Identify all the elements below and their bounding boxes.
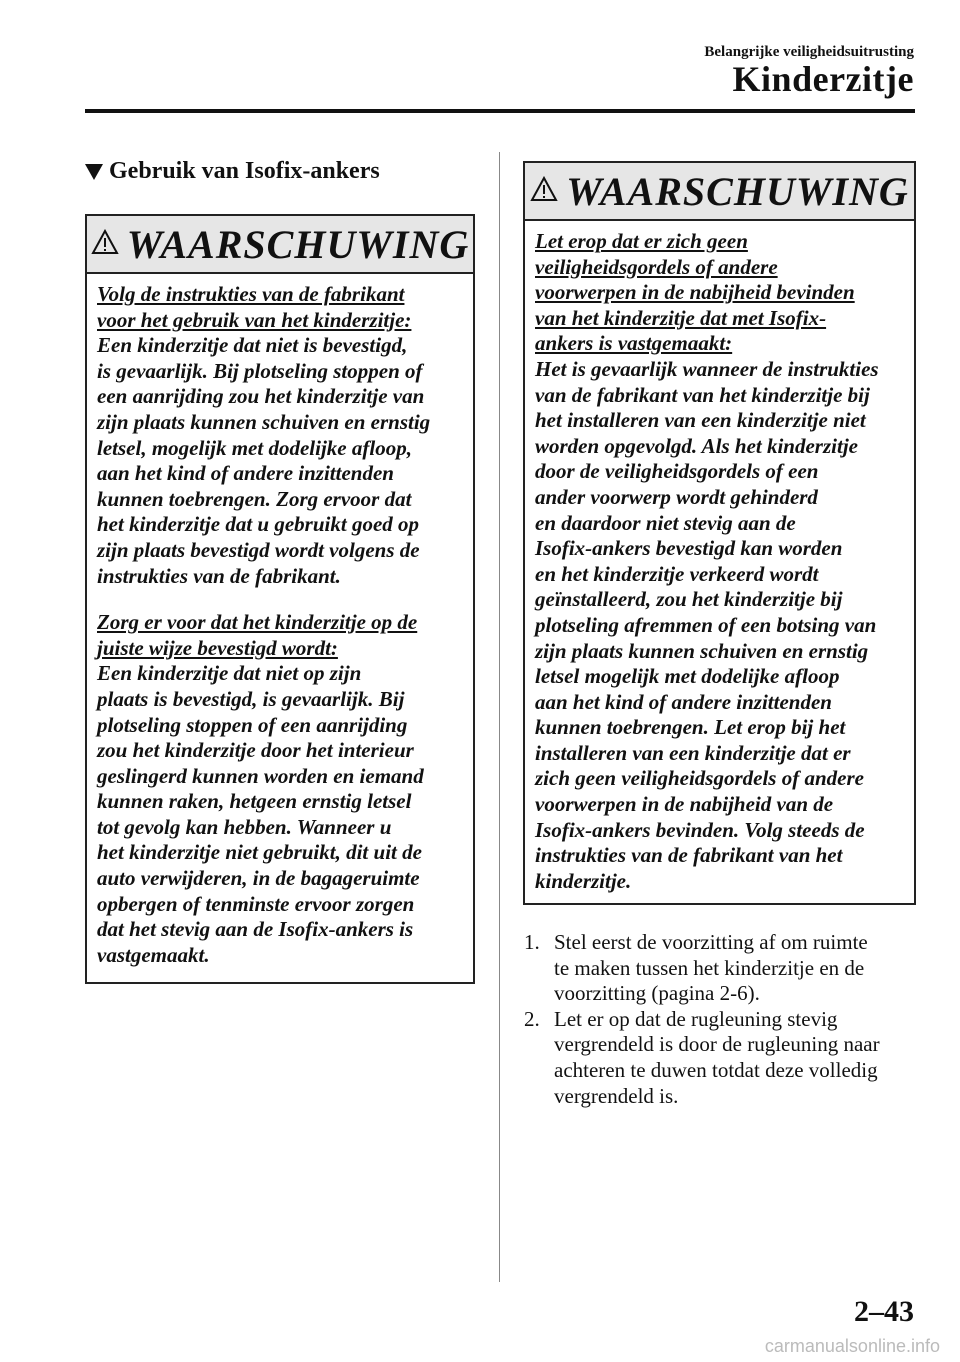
warning-text-line: zijn plaats kunnen schuiven en ernstig bbox=[97, 409, 431, 434]
warning-text-line: geslingerd kunnen worden en iemand bbox=[97, 763, 424, 788]
warning-header bbox=[87, 216, 473, 274]
warning-text-line: zijn plaats kunnen schuiven en ernstig bbox=[535, 638, 869, 663]
step-number: 2. bbox=[524, 1006, 540, 1031]
warning-text-line: voorwerpen in de nabijheid van de bbox=[535, 792, 834, 817]
warning-text-line: plaats is bevestigd, is gevaarlijk. Bij bbox=[97, 686, 405, 711]
warning-text-line: Een kinderzitje dat niet is bevestigd, bbox=[97, 333, 408, 358]
warning-text-line: kunnen toebrengen. Zorg ervoor dat bbox=[97, 486, 412, 511]
warning-text-line: aan het kind of andere inzittenden bbox=[97, 461, 394, 486]
triangle-down-icon bbox=[85, 164, 103, 180]
warning-text-line: zich geen veiligheidsgordels of andere bbox=[535, 766, 864, 791]
warning-text-line: van de fabrikant van het kinderzitje bij bbox=[535, 382, 870, 407]
step-text-line: Let er op dat de rugleuning stevig bbox=[554, 1006, 838, 1031]
warning-text-line: worden opgevolgd. Als het kinderzitje bbox=[535, 433, 858, 458]
warning-triangle-icon bbox=[91, 229, 119, 260]
warning-text-line: opbergen of tenminste ervoor zorgen bbox=[97, 891, 415, 916]
warning-box-right bbox=[523, 161, 916, 905]
warning-text-line: dat het stevig aan de Isofix-ankers is bbox=[97, 917, 414, 942]
warning-text-line: ander voorwerp wordt gehinderd bbox=[535, 484, 818, 509]
warning-text-line: is gevaarlijk. Bij plotseling stoppen of bbox=[97, 358, 423, 383]
warning-body bbox=[525, 221, 914, 908]
paragraph-gap bbox=[97, 589, 463, 610]
step-text-line: Stel eerst de voorzitting af om ruimte bbox=[554, 930, 868, 954]
warning-text-line: plotseling afremmen of een botsing van bbox=[535, 612, 877, 637]
warning-subtitle-line: Zorg er voor dat het kinderzitje op de bbox=[97, 610, 418, 635]
warning-triangle-icon bbox=[530, 176, 558, 207]
warning-subtitle-line: voor het gebruik van het kinderzitje: bbox=[97, 307, 412, 332]
step-text-line: vergrendeld is. bbox=[554, 1083, 679, 1108]
warning-text-line: Isofix-ankers bevinden. Volg steeds de bbox=[535, 817, 865, 842]
page-number: 2–43 bbox=[854, 1295, 914, 1328]
warning-body bbox=[87, 274, 473, 982]
page-title: Kinderzitje bbox=[732, 59, 914, 99]
step-text-line: voorzitting (pagina 2-6). bbox=[554, 981, 760, 1006]
warning-text-line: een aanrijding zou het kinderzitje van bbox=[97, 384, 425, 409]
section-heading bbox=[85, 158, 380, 185]
warning-subtitle-line: Volg de instrukties van de fabrikant bbox=[97, 282, 405, 306]
warning-text-line: kunnen raken, hetgeen ernstig letsel bbox=[97, 789, 412, 814]
warning-subtitle-line: ankers is vastgemaakt: bbox=[535, 331, 733, 356]
warning-text-line: Het is gevaarlijk wanneer de instrukties bbox=[535, 356, 879, 381]
warning-text-line: Isofix-ankers bevestigd kan worden bbox=[535, 536, 843, 561]
warning-text-line: het kinderzitje dat u gebruikt goed op bbox=[97, 512, 420, 537]
step-text bbox=[554, 1007, 880, 1109]
warning-text-line: kunnen toebrengen. Let erop bij het bbox=[535, 715, 846, 740]
warning-text-line: geïnstalleerd, zou het kinderzitje bij bbox=[535, 587, 843, 612]
warning-header bbox=[525, 163, 914, 221]
warning-text-line: en daardoor niet stevig aan de bbox=[535, 510, 796, 535]
warning-subtitle-line: van het kinderzitje dat met Isofix- bbox=[535, 305, 827, 330]
warning-text-line: vastgemaakt. bbox=[97, 942, 210, 967]
warning-text-line: letsel, mogelijk met dodelijke afloop, bbox=[97, 435, 412, 460]
warning-text-line: auto verwijderen, in de bagageruimte bbox=[97, 866, 420, 891]
warning-text-line: door de veiligheidsgordels of een bbox=[535, 459, 819, 484]
step-text-line: te maken tussen het kinderzitje en de bbox=[554, 955, 865, 980]
header-rule bbox=[85, 109, 915, 113]
warning-text-line: het kinderzitje niet gebruikt, dit uit de bbox=[97, 840, 422, 865]
step-text bbox=[554, 930, 880, 1007]
warning-subtitle-line: veiligheidsgordels of andere bbox=[535, 254, 778, 279]
step-item bbox=[524, 930, 880, 1007]
warning-text-line: Een kinderzitje dat niet op zijn bbox=[97, 661, 362, 686]
warning-text-line: en het kinderzitje verkeerd wordt bbox=[535, 561, 819, 586]
warning-text-line: tot gevolg kan hebben. Wanneer u bbox=[97, 814, 392, 839]
warning-subtitle-line: voorwerpen in de nabijheid bevinden bbox=[535, 280, 855, 305]
step-text-line: vergrendeld is door de rugleuning naar bbox=[554, 1032, 880, 1057]
warning-title: WAARSCHUWING bbox=[566, 168, 909, 214]
warning-text-line: het installeren van een kinderzitje niet bbox=[535, 408, 866, 433]
warning-subtitle-line: juiste wijze bevestigd wordt: bbox=[97, 635, 338, 660]
warning-title: WAARSCHUWING bbox=[126, 221, 470, 267]
warning-text-line: aan het kind of andere inzittenden bbox=[535, 689, 832, 714]
warning-text-line: zijn plaats bevestigd wordt volgens de bbox=[97, 537, 420, 562]
warning-text-line: plotseling stoppen of een aanrijding bbox=[97, 712, 408, 737]
warning-text-line: instrukties van de fabrikant. bbox=[97, 563, 341, 588]
warning-text-line: kinderzitje. bbox=[535, 868, 632, 893]
warning-text-line: installeren van een kinderzitje dat er bbox=[535, 740, 851, 765]
warning-text-line: instrukties van de fabrikant van het bbox=[535, 843, 843, 868]
watermark: carmanualsonline.info bbox=[764, 1336, 940, 1356]
column-divider bbox=[499, 152, 500, 1282]
warning-subtitle-line: Let erop dat er zich geen bbox=[535, 229, 748, 253]
warning-text-line: zou het kinderzitje door het interieur bbox=[97, 738, 414, 763]
step-text-line: achteren te duwen totdat deze volledig bbox=[554, 1057, 878, 1082]
step-number: 1. bbox=[524, 930, 540, 954]
warning-text-line: letsel mogelijk met dodelijke afloop bbox=[535, 664, 840, 689]
instruction-steps bbox=[524, 930, 880, 1109]
running-header-section: Belangrijke veiligheidsuitrusting bbox=[704, 44, 914, 60]
step-item bbox=[524, 1007, 880, 1109]
warning-box-left bbox=[85, 214, 475, 984]
section-heading-text: Gebruik van Isofix-ankers bbox=[109, 158, 380, 184]
